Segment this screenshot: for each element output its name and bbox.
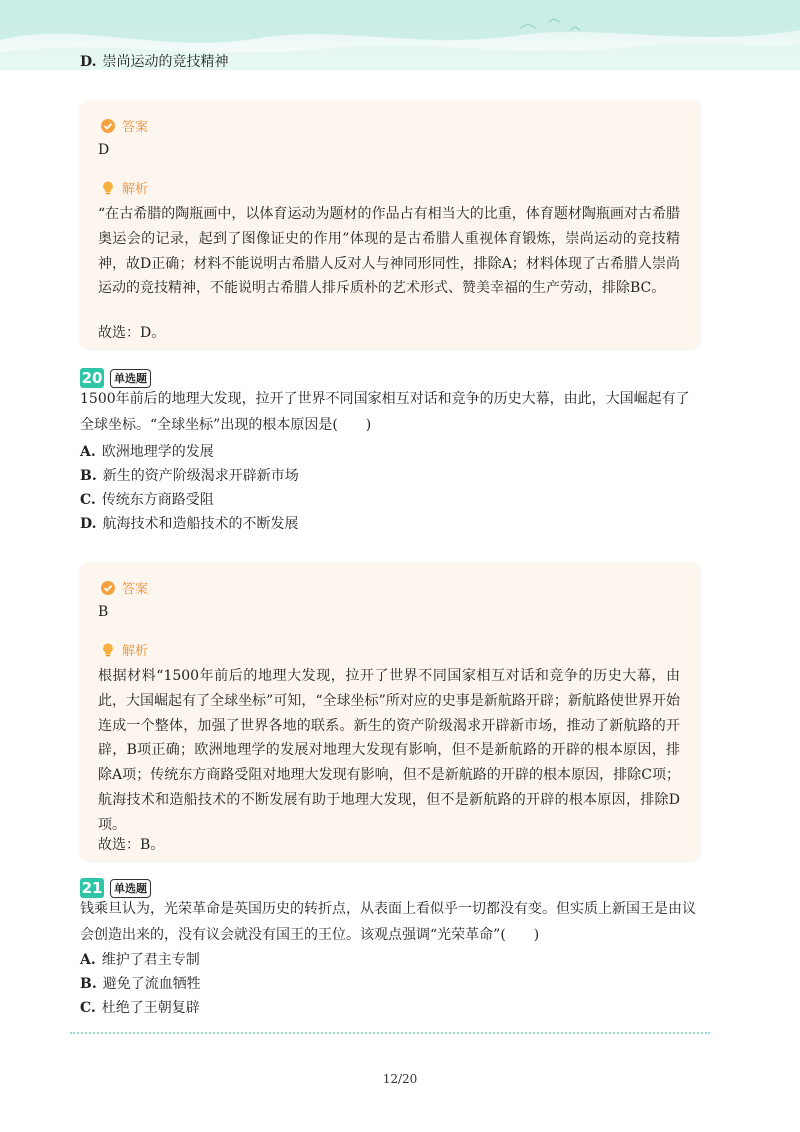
option-letter: A. — [80, 444, 96, 460]
analysis-tag — [100, 640, 148, 659]
answer-tag-label: 答案 — [122, 120, 149, 135]
check-badge-icon — [100, 580, 116, 596]
footer-divider — [70, 1032, 710, 1034]
conclusion-text: 故选：D。 — [98, 325, 166, 341]
lightbulb-icon — [100, 642, 116, 658]
option-text: 避免了流血牺牲 — [102, 976, 201, 992]
lightbulb-icon — [100, 180, 116, 196]
option-text: 传统东方商路受阻 — [101, 492, 214, 508]
answer-tag-label: 答案 — [122, 582, 149, 597]
q20-option-d[interactable] — [80, 514, 299, 534]
answer-card-q19 — [80, 100, 700, 348]
question-number: 20 — [81, 369, 103, 387]
option-text: 新生的资产阶级渴求开辟新市场 — [102, 468, 299, 484]
page-number: 12/20 — [382, 1072, 418, 1086]
question-header-21 — [80, 878, 151, 898]
q21-option-b[interactable] — [80, 974, 201, 994]
q21-option-c[interactable] — [80, 998, 200, 1018]
analysis-tag-label: 解析 — [122, 182, 149, 197]
option-text: 崇尚运动的竞技精神 — [102, 54, 229, 70]
question-type-badge: 单选题 — [110, 369, 151, 388]
question-number: 21 — [81, 879, 103, 897]
option-letter: A. — [80, 952, 96, 968]
question-stem-21: 钱乘旦认为，光荣革命是英国历史的转折点，从表面上看似乎一切都没有变。但实质上新国王是由议会创造出来的，没有议会就没有国王的王位。该观点强调“光荣革命”( ) — [80, 901, 696, 943]
option-letter: D. — [80, 54, 97, 70]
option-text: 维护了君主专制 — [101, 952, 200, 968]
option-text: 航海技术和造船技术的不断发展 — [102, 516, 299, 532]
answer-value: B — [98, 604, 109, 620]
analysis-tag — [100, 178, 148, 197]
q20-option-b[interactable] — [80, 466, 299, 486]
question-type-badge: 单选题 — [110, 879, 151, 898]
question-header-20 — [80, 368, 151, 388]
answer-card-q20 — [80, 562, 700, 860]
q20-option-a[interactable] — [80, 442, 214, 462]
answer-tag — [100, 116, 148, 135]
analysis-text: 根据材料“1500年前后的地理大发现，拉开了世界不同国家相互对话和竞争的历史大幕，由此，大国崛起有了全球坐标”可知，“全球坐标”所对应的史事是新航路开辟；新航路使世界开始连成一个整体，加强了世界各地的联系。新生的资产阶级渴求开辟新市场，推动了新航路的开辟，B项正确；欧洲地理学的发展对地理大发现有影响，但不是新航路的开辟的根本原因，排除A项；传统东方商路受阻对地理大发现有影响，但不是新航路的开辟的根本原因，排除C项；航海技术和造船技术的不断发展有助于地理大发现，但不是新航路的开辟的根本原因，排除D项。 — [98, 668, 680, 833]
option-letter: C. — [80, 492, 96, 508]
option-letter: B. — [80, 976, 97, 992]
check-badge-icon — [100, 118, 116, 134]
analysis-text: “在古希腊的陶瓶画中，以体育运动为题材的作品占有相当大的比重，体育题材陶瓶画对古希腊奥运会的记录，起到了图像证史的作用”体现的是古希腊人重视体育锻炼，崇尚运动的竞技精神，故D正确；材料不能说明古希腊人反对人与神同形同性，排除A；材料体现了古希腊人崇尚运动的竞技精神，不能说明古希腊人排斥质朴的艺术形式、赞美幸福的生产劳动，排除BC。 — [98, 206, 680, 297]
q21-option-a[interactable] — [80, 950, 200, 970]
q20-option-c[interactable] — [80, 490, 214, 510]
option-letter: D. — [80, 516, 97, 532]
answer-value: D — [98, 142, 110, 158]
option-letter: C. — [80, 1000, 96, 1016]
conclusion-text: 故选：B。 — [98, 837, 165, 853]
answer-tag — [100, 578, 148, 597]
option-letter: B. — [80, 468, 97, 484]
question-stem-20: 1500年前后的地理大发现，拉开了世界不同国家相互对话和竞争的历史大幕，由此，大国崛起有了全球坐标。“全球坐标”出现的根本原因是( ) — [80, 391, 690, 433]
option-text: 杜绝了王朝复辟 — [101, 1000, 200, 1016]
option-d[interactable] — [80, 52, 229, 72]
analysis-tag-label: 解析 — [122, 644, 149, 659]
option-text: 欧洲地理学的发展 — [101, 444, 214, 460]
